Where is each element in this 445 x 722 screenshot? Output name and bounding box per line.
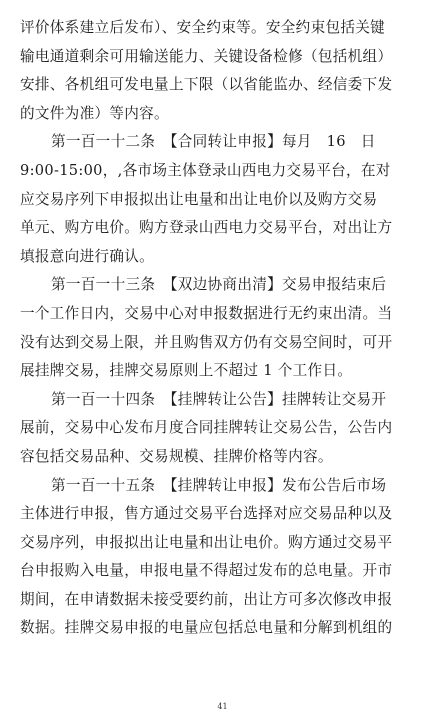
- text-line: 展挂牌交易，挂牌交易原则上不超过 1 个工作日。: [20, 362, 353, 380]
- text-line: 评价体系建立后发布）、安全约束等。安全约束包括关键: [20, 19, 386, 36]
- text-line: 填报意向进行确认。: [20, 247, 155, 265]
- text-line: 主体进行申报，售方通过交易平台选择对应交易品种以及: [20, 505, 393, 523]
- text-line: 展前，交易中心发布月度合同挂牌转让交易公告，公告内: [20, 419, 393, 437]
- article-114-heading-line: 第一百一十四条 【挂牌转让公告】挂牌转让交易开: [51, 390, 387, 408]
- text-line: 期间，在申请数据未接受要约前，出让方可多次修改申报: [20, 590, 393, 608]
- text-line: 输电通道剩余可用输送能力、关键设备检修（包括机组）: [20, 47, 393, 65]
- text-line: 单元、购方电价。购方登录山西电力交易平台，对出让方: [20, 219, 393, 237]
- text-line: 应交易序列下申报拟出让电量和出让电价以及购方交易: [20, 190, 378, 208]
- text-line: 容包括交易品种、交易规模、挂牌价格等内容。: [20, 447, 333, 465]
- text-line: 台申报购入电量，申报电量不得超过发布的总电量。开市: [20, 562, 393, 580]
- text-line: 一个工作日内，交易中心对申报数据进行无约束出清。当: [20, 304, 393, 322]
- page-number: 41: [217, 702, 228, 711]
- text-line: 9:00-15:00，,各市场主体登录山西电力交易平台，在对: [20, 161, 391, 179]
- text-line: 安排、各机组可发电量上下限（以省能监办、经信委下发: [20, 76, 393, 94]
- text-line: 的文件为准）等内容。: [20, 104, 169, 122]
- article-112-heading-line: 第一百一十二条 【合同转让申报】每月 16 日: [51, 133, 376, 151]
- text-line: 数据。挂牌交易申报的电量应包括总电量和分解到机组的: [20, 619, 393, 637]
- article-115-heading-line: 第一百一十五条 【挂牌转让申报】发布公告后市场: [51, 476, 387, 494]
- body-text: [20, 14, 430, 643]
- article-113-heading-line: 第一百一十三条 【双边协商出清】交易申报结束后: [51, 276, 387, 294]
- text-line: 没有达到交易上限，并且购售双方仍有交易空间时，可开: [20, 333, 393, 351]
- text-line: 交易序列，申报拟出让电量和出让电价。购方通过交易平: [20, 533, 393, 551]
